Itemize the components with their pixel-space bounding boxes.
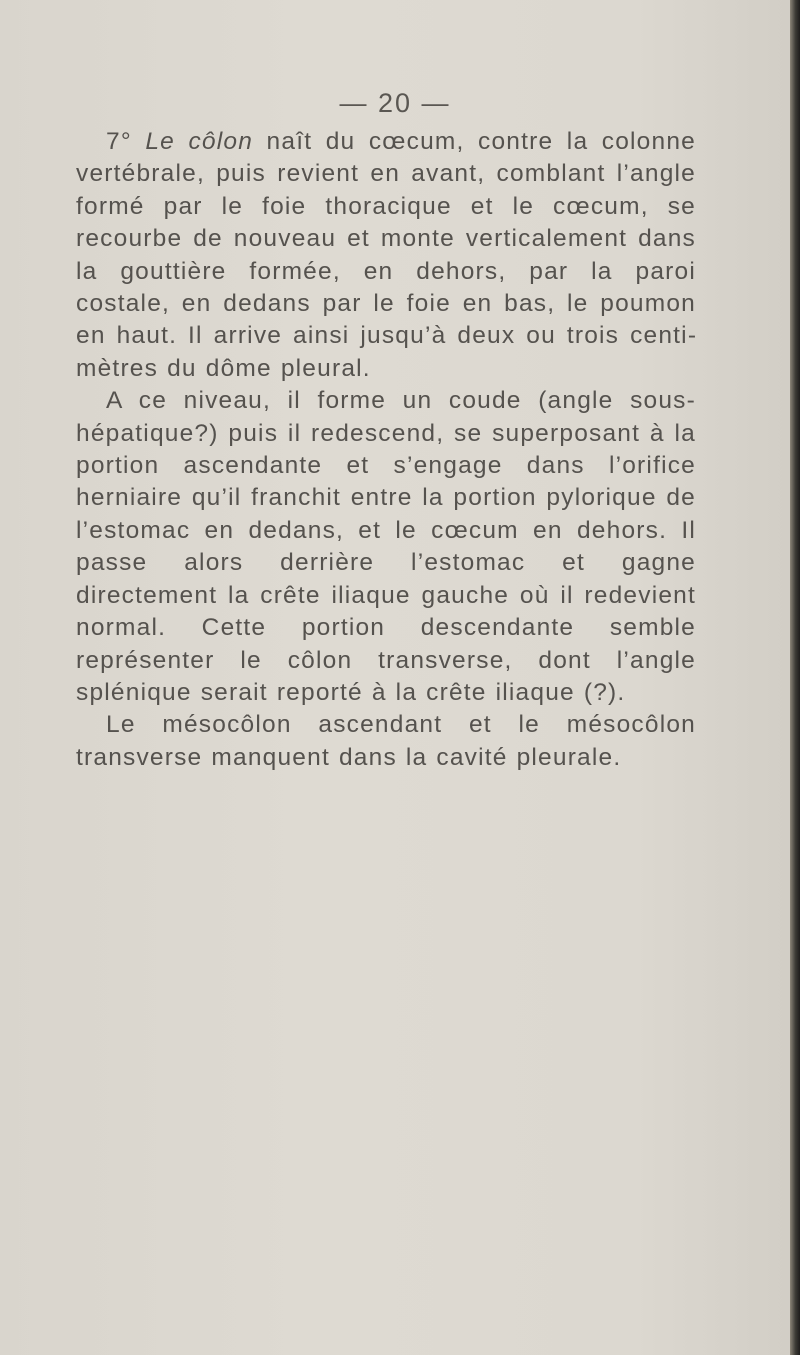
paragraph-1-italic-heading: Le côlon [145,128,254,155]
page-number: — 20 — [339,88,451,118]
paragraph-1 [76,126,696,385]
paragraph-1-text: naît du cœcum, contre la colonne vertébrale, puis revient en avant, comblant l’angle formé par le foie thoracique et le cœcum, se recourbe de nouveau et monte verticalement dans la gouttière formée, en dehors, par la paroi costale, en dedans par le foie en bas, le poumon en haut. Il arrive ainsi jusqu’à deux ou trois centimètres du dôme pleural. [76,128,696,382]
paragraph-3: Le mésocôlon ascendant et le mésocôlon transverse manquent dans la cavité pleurale. [76,711,696,771]
book-edge-shadow [790,0,800,1355]
paragraph-1-lead: 7° [106,128,146,155]
body-text [76,126,696,774]
paragraph-2: A ce niveau, il forme un coude (angle sous-hépatique?) puis il redescend, se superposant à la portion ascendante et s’engage dans l’orifice herniaire qu’il franchit entre la portion pylorique de l’estomac en dedans, et le cœcum en dehors. Il passe alors derrière l’estomac et gagne directement la crête iliaque gauche où il redevient normal. Cette portion descendante semble représenter le côlon transverse, dont l’angle splénique serait reporté à la crête iliaque (?). [76,387,696,706]
